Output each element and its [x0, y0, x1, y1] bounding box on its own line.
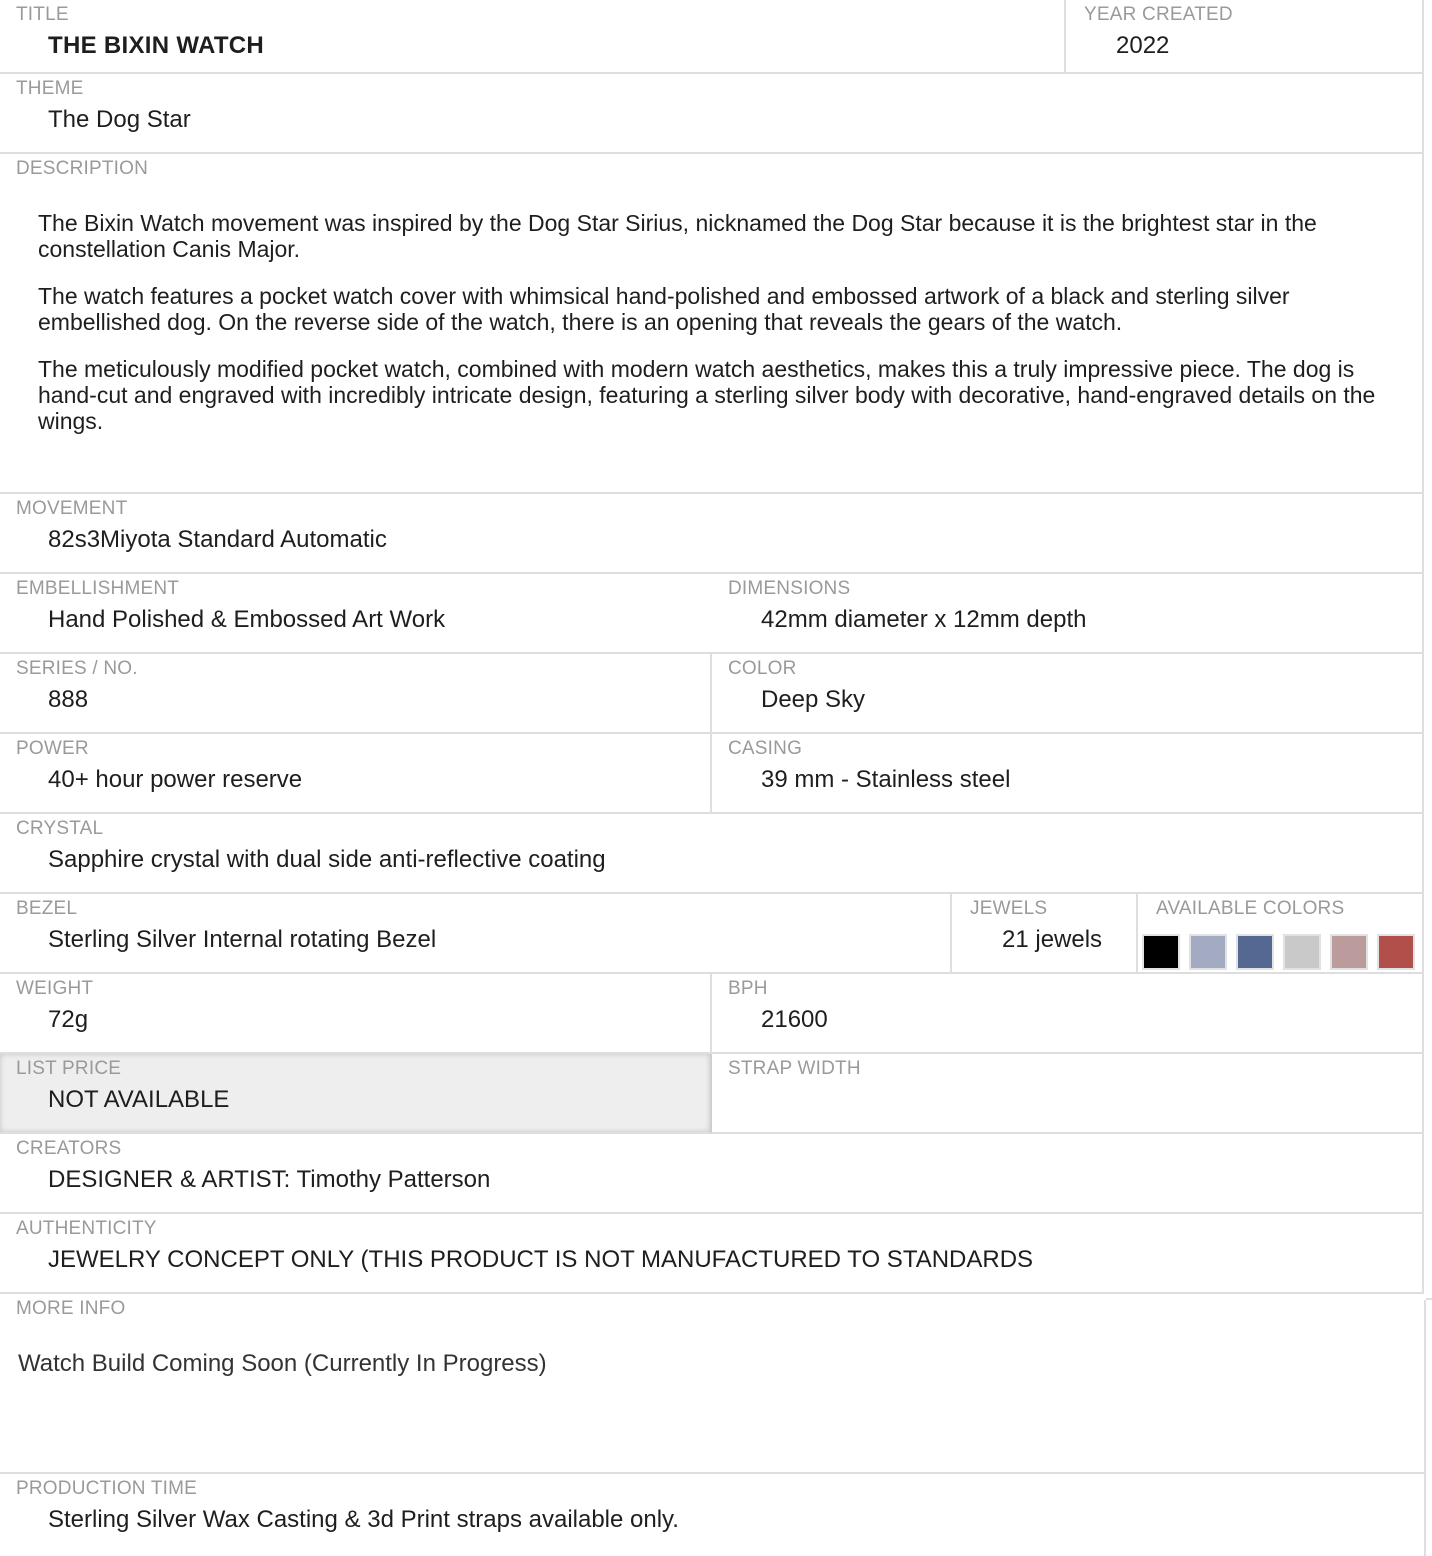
production-time-cell	[0, 1474, 1424, 1556]
crystal-cell	[0, 814, 1424, 894]
available-colors-label: AVAILABLE COLORS	[1156, 898, 1345, 919]
color-swatch-black[interactable]	[1142, 934, 1180, 970]
strap-width-label: STRAP WIDTH	[728, 1058, 861, 1079]
embellishment-cell	[0, 574, 712, 654]
theme-cell	[0, 74, 1424, 154]
description-paragraph: The Bixin Watch movement was inspired by the Dog Star Sirius, nicknamed the Dog Star because it is the brightest star in the constellation Canis Major.	[38, 210, 1317, 262]
creators-value: DESIGNER & ARTIST: Timothy Patterson	[48, 1166, 491, 1193]
weight-value: 72g	[48, 1006, 89, 1033]
more-info-label: MORE INFO	[16, 1298, 126, 1319]
crystal-label: CRYSTAL	[16, 818, 104, 839]
more-info-value: Watch Build Coming Soon (Currently In Progress)	[18, 1350, 547, 1377]
casing-cell	[712, 734, 1424, 814]
production-time-label: PRODUCTION TIME	[16, 1478, 198, 1499]
bezel-cell	[0, 894, 952, 974]
dimensions-label: DIMENSIONS	[728, 578, 851, 599]
color-value: Deep Sky	[761, 686, 866, 713]
title-label: TITLE	[16, 4, 69, 25]
embellishment-value: Hand Polished & Embossed Art Work	[48, 606, 446, 633]
description-body	[38, 210, 1378, 455]
more-info-cell	[0, 1294, 1424, 1474]
power-cell	[0, 734, 712, 814]
jewels-label: JEWELS	[970, 898, 1048, 919]
bezel-label: BEZEL	[16, 898, 78, 919]
movement-cell	[0, 494, 1424, 574]
year-value: 2022	[1116, 32, 1170, 59]
jewels-value: 21 jewels	[1002, 926, 1103, 953]
bph-value: 21600	[761, 1006, 828, 1033]
crystal-value: Sapphire crystal with dual side anti-reflective coating	[48, 846, 606, 873]
list-price-value: NOT AVAILABLE	[48, 1086, 230, 1113]
strap-width-cell	[712, 1054, 1424, 1134]
creators-label: CREATORS	[16, 1138, 122, 1159]
color-swatch-red[interactable]	[1377, 934, 1415, 970]
title-cell	[0, 0, 1066, 74]
description-label: DESCRIPTION	[16, 158, 149, 179]
weight-label: WEIGHT	[16, 978, 94, 999]
color-label: COLOR	[728, 658, 797, 679]
color-cell	[712, 654, 1424, 734]
color-swatch-silver[interactable]	[1283, 934, 1321, 970]
theme-value: The Dog Star	[48, 106, 191, 133]
jewels-cell	[952, 894, 1138, 974]
color-swatch-rose[interactable]	[1330, 934, 1368, 970]
authenticity-cell	[0, 1214, 1424, 1294]
embellishment-label: EMBELLISHMENT	[16, 578, 180, 599]
bph-cell	[712, 974, 1424, 1054]
creators-cell	[0, 1134, 1424, 1214]
year-cell	[1066, 0, 1424, 74]
list-price-label: LIST PRICE	[16, 1058, 122, 1079]
color-swatch-blue[interactable]	[1236, 934, 1274, 970]
movement-value: 82s3Miyota Standard Automatic	[48, 526, 387, 553]
bph-label: BPH	[728, 978, 768, 999]
color-swatches	[1142, 934, 1415, 970]
right-edge-tick	[1426, 1298, 1432, 1300]
casing-label: CASING	[728, 738, 803, 759]
series-label: SERIES / NO.	[16, 658, 138, 679]
description-cell	[0, 154, 1424, 494]
casing-value: 39 mm - Stainless steel	[761, 766, 1011, 793]
power-value: 40+ hour power reserve	[48, 766, 303, 793]
series-cell	[0, 654, 712, 734]
movement-label: MOVEMENT	[16, 498, 128, 519]
bezel-value: Sterling Silver Internal rotating Bezel	[48, 926, 437, 953]
theme-label: THEME	[16, 78, 84, 99]
list-price-cell	[0, 1054, 712, 1134]
power-label: POWER	[16, 738, 89, 759]
available-colors-cell	[1138, 894, 1424, 974]
weight-cell	[0, 974, 712, 1054]
watch-title: THE BIXIN WATCH	[48, 32, 265, 59]
dimensions-value: 42mm diameter x 12mm depth	[761, 606, 1087, 633]
year-label: YEAR CREATED	[1084, 4, 1233, 25]
series-value: 888	[48, 686, 89, 713]
authenticity-value: JEWELRY CONCEPT ONLY (THIS PRODUCT IS NOT MANUFACTURED TO STANDARDS	[48, 1246, 1034, 1273]
color-swatch-light-blue[interactable]	[1189, 934, 1227, 970]
authenticity-label: AUTHENTICITY	[16, 1218, 157, 1239]
right-edge-border	[1424, 1300, 1432, 1556]
dimensions-cell	[712, 574, 1424, 654]
description-paragraph: The meticulously modified pocket watch, combined with modern watch aesthetics, makes this a truly impressive piece. The dog is hand-cut and engraved with incredibly intricate design, featuring a sterling silver body with decorative, hand-engraved details on the wings.	[38, 356, 1376, 434]
production-time-value: Sterling Silver Wax Casting & 3d Print straps available only.	[48, 1506, 679, 1533]
description-paragraph: The watch features a pocket watch cover with whimsical hand-polished and embossed artwork of a black and sterling silver embellished dog. On the reverse side of the watch, there is an opening that reveals the gears of the watch.	[38, 283, 1290, 335]
